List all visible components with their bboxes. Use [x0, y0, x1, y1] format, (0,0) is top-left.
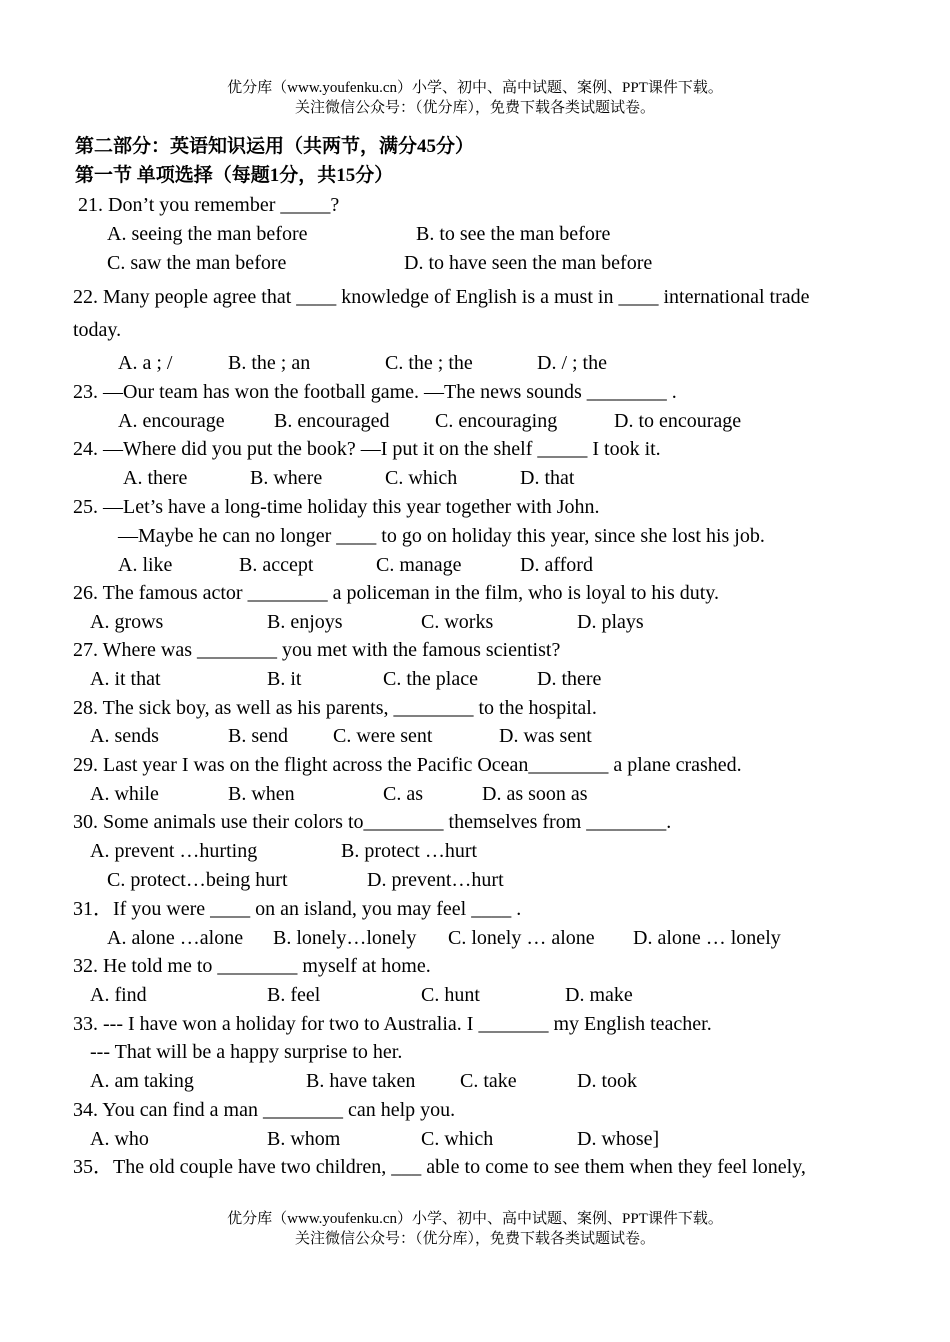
- page-header: [0, 78, 950, 118]
- option-b: B. protect …hurt: [341, 840, 478, 862]
- option-b: B. lonely…lonely: [273, 927, 417, 949]
- option-c: C. encouraging: [435, 410, 558, 432]
- header-line-2: 关注微信公众号：（优分库），免费下载各类试题试卷。: [294, 100, 655, 116]
- option-b: B. feel: [267, 984, 321, 1006]
- option-d: D. to encourage: [614, 410, 742, 432]
- option-a: A. seeing the man before: [107, 223, 308, 245]
- question-25-stem: 25. —Let’s have a long-time holiday this year together with John.: [73, 496, 600, 518]
- option-b: B. the ; an: [228, 352, 311, 374]
- option-d: D. make: [565, 984, 633, 1006]
- question-22-stem: 22. Many people agree that ____ knowledge of English is a must in ____ international trade: [73, 286, 810, 308]
- option-d: D. plays: [577, 611, 644, 633]
- option-b: B. where: [250, 467, 323, 489]
- question-30-stem: 30. Some animals use their colors to________ themselves from ________.: [73, 811, 672, 833]
- option-b: B. to see the man before: [416, 223, 611, 245]
- option-c: C. works: [421, 611, 494, 633]
- question-22-stem-cont: today.: [73, 319, 122, 341]
- question-33-stem: 33. --- I have won a holiday for two to Australia. I _______ my English teacher.: [73, 1013, 712, 1035]
- part-title: 第二部分：英语知识运用（共两节，满分45分）: [75, 136, 475, 157]
- option-c: C. take: [460, 1070, 517, 1092]
- option-b: B. accept: [239, 554, 314, 576]
- option-d: D. that: [520, 467, 575, 489]
- question-29-stem: 29. Last year I was on the flight across the Pacific Ocean________ a plane crashed.: [73, 754, 742, 776]
- option-a: A. it that: [90, 668, 161, 690]
- option-b: B. have taken: [306, 1070, 416, 1092]
- option-c: C. saw the man before: [107, 252, 287, 274]
- option-a: A. who: [90, 1128, 149, 1150]
- question-21-stem: 21. Don’t you remember _____?: [78, 194, 340, 216]
- option-b: B. when: [228, 783, 295, 805]
- option-c: C. were sent: [333, 725, 433, 747]
- option-d: D. there: [537, 668, 602, 690]
- subsection-title: 第一节 单项选择（每题1分，共15分）: [75, 165, 394, 186]
- header-line-1: 优分库（www.youfenku.cn）小学、初中、高中试题、案例、PPT课件下载。: [227, 80, 723, 96]
- question-28-stem: 28. The sick boy, as well as his parents, ________ to the hospital.: [73, 697, 597, 719]
- question-23-stem: 23. —Our team has won the football game. —The news sounds ________ .: [73, 381, 677, 403]
- option-d: D. prevent…hurt: [367, 869, 504, 891]
- question-35-stem: 35．The old couple have two children, ___ able to come to see them when they feel lonely,: [73, 1156, 806, 1178]
- question-26-stem: 26. The famous actor ________ a policeman in the film, who is loyal to his duty.: [73, 582, 720, 604]
- option-d: D. whose]: [577, 1128, 660, 1150]
- option-c: C. which: [421, 1128, 494, 1150]
- option-b: B. send: [228, 725, 288, 747]
- option-a: A. am taking: [90, 1070, 194, 1092]
- footer-line-2: 关注微信公众号：（优分库），免费下载各类试题试卷。: [294, 1231, 655, 1247]
- option-b: B. enjoys: [267, 611, 343, 633]
- option-d: D. to have seen the man before: [404, 252, 653, 274]
- option-c: C. lonely … alone: [448, 927, 595, 949]
- option-c: C. hunt: [421, 984, 480, 1006]
- question-32-stem: 32. He told me to ________ myself at home.: [73, 955, 431, 977]
- option-d: D. / ; the: [537, 352, 607, 374]
- option-a: A. alone …alone: [107, 927, 244, 949]
- question-33-stem-cont: --- That will be a happy surprise to her.: [90, 1041, 403, 1063]
- option-a: A. encourage: [118, 410, 225, 432]
- option-a: A. while: [90, 783, 159, 805]
- option-b: B. encouraged: [274, 410, 390, 432]
- option-c: C. which: [385, 467, 458, 489]
- question-25-stem-cont: —Maybe he can no longer ____ to go on holiday this year, since she lost his job.: [118, 525, 765, 547]
- option-a: A. there: [123, 467, 188, 489]
- option-c: C. the ; the: [385, 352, 473, 374]
- option-b: B. it: [267, 668, 302, 690]
- option-a: A. a ; /: [118, 352, 173, 374]
- question-31-stem: 31．If you were ____ on an island, you may feel ____ .: [73, 898, 522, 920]
- option-a: A. sends: [90, 725, 159, 747]
- option-d: D. alone … lonely: [633, 927, 781, 949]
- option-a: A. prevent …hurting: [90, 840, 258, 862]
- option-c: C. manage: [376, 554, 462, 576]
- option-a: A. like: [118, 554, 173, 576]
- option-d: D. took: [577, 1070, 637, 1092]
- option-d: D. was sent: [499, 725, 592, 747]
- page-footer: [0, 1209, 950, 1249]
- option-c: C. as: [383, 783, 423, 805]
- option-a: A. grows: [90, 611, 164, 633]
- question-27-stem: 27. Where was ________ you met with the famous scientist?: [73, 639, 561, 661]
- option-d: D. afford: [520, 554, 593, 576]
- question-24-stem: 24. —Where did you put the book? —I put it on the shelf _____ I took it.: [73, 438, 661, 460]
- option-c: C. the place: [383, 668, 478, 690]
- option-c: C. protect…being hurt: [107, 869, 288, 891]
- option-b: B. whom: [267, 1128, 341, 1150]
- question-34-stem: 34. You can find a man ________ can help you.: [73, 1099, 456, 1121]
- option-d: D. as soon as: [482, 783, 588, 805]
- option-a: A. find: [90, 984, 147, 1006]
- footer-line-1: 优分库（www.youfenku.cn）小学、初中、高中试题、案例、PPT课件下载。: [227, 1211, 723, 1227]
